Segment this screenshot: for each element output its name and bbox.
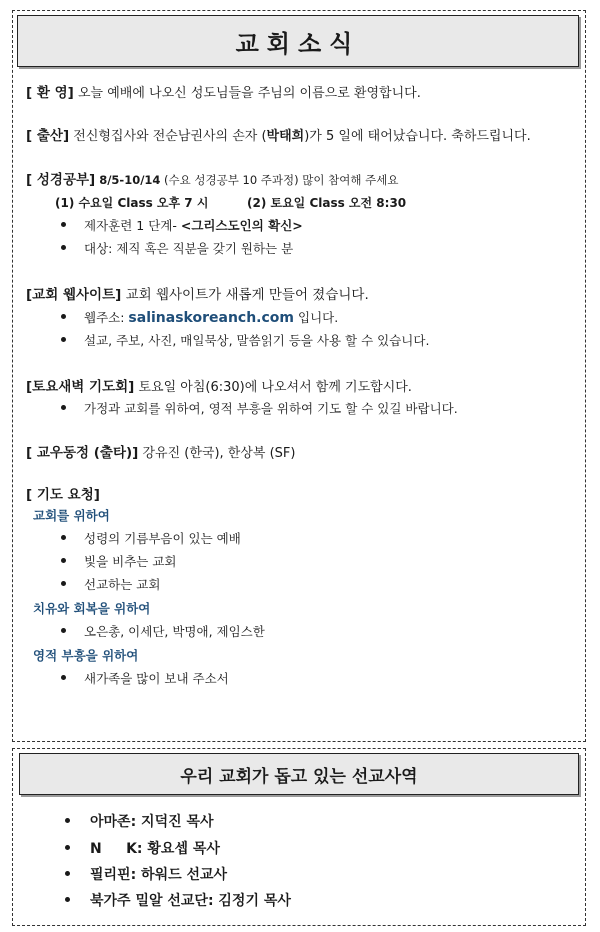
prayer-group-title: 치유와 회복을 위하여: [33, 601, 151, 616]
list-item: 대상: 제직 혹은 직분을 갖기 원하는 분: [61, 239, 293, 257]
bible-study-heading: [ 성경공부]: [26, 172, 96, 188]
dawn-prayer-heading: [토요새벽 기도회]: [26, 379, 135, 395]
list-item: 새가족을 많이 보내 주소서: [61, 669, 229, 687]
bible-study-line: [26, 168, 398, 188]
bullet-icon: [61, 675, 66, 680]
bullet-icon: [61, 314, 66, 319]
bullet-icon: [65, 871, 70, 876]
bullet-icon: [65, 845, 70, 850]
list-item: 제자훈련 1 단계- <그리스도인의 확신>: [61, 216, 303, 234]
bullet-icon: [61, 535, 66, 540]
welcome-line: [26, 81, 421, 101]
list-item: 아마존: 지덕진 목사: [65, 811, 214, 831]
prayer-group-title: 영적 부흥을 위하여: [33, 648, 139, 663]
birth-line: [26, 124, 531, 144]
church-news-box: [12, 10, 586, 742]
website-heading: [교회 웹사이트]: [26, 287, 122, 303]
dawn-prayer-line: [26, 375, 412, 395]
bible-class-2: (2) 토요일 Class 오전 8:30: [247, 196, 407, 210]
bullet-icon: [61, 337, 66, 342]
list-item: 설교, 주보, 사진, 매일묵상, 말씀읽기 등을 사용 할 수 있습니다.: [61, 331, 429, 349]
missions-box: [12, 748, 586, 926]
list-item: 빛을 비추는 교회: [61, 552, 176, 570]
birth-heading: [ 출산]: [26, 128, 70, 144]
bullet-icon: [65, 818, 70, 823]
prayer-request-line: [26, 483, 100, 503]
list-item: 웹주소: salinaskoreanch.com 입니다.: [61, 308, 338, 326]
bullet-icon: [61, 628, 66, 633]
list-item: 북가주 밀알 선교단: 김정기 목사: [65, 890, 291, 910]
list-item: 오은총, 이세단, 박명애, 제임스한: [61, 622, 265, 640]
missions-title: 우리 교회가 돕고 있는 선교사역: [19, 753, 579, 795]
welcome-heading: [ 환 영]: [26, 85, 74, 101]
list-item: N K: 황요셉 목사: [65, 838, 220, 858]
bible-study-text: (수요 성경공부 10 주과정) 많이 참여해 주세요: [160, 173, 399, 187]
member-news-text: 강유진 (한국), 한상복 (SF): [138, 446, 296, 461]
website-line: [26, 283, 369, 303]
bible-class-1: (1) 수요일 Class 오후 7 시: [55, 196, 209, 210]
prayer-request-heading: [ 기도 요청]: [26, 487, 100, 503]
bullet-icon: [61, 581, 66, 586]
bullet-icon: [61, 405, 66, 410]
list-item: 가정과 교회를 위하여, 영적 부흥을 위하여 기도 할 수 있길 바랍니다.: [61, 399, 458, 417]
dawn-prayer-text: 토요일 아침(6:30)에 나오셔서 함께 기도합시다.: [134, 380, 412, 395]
member-news-heading: [ 교우동정 (출타)]: [26, 445, 139, 461]
birth-text-a: 전신형집사와 전순남권사의 손자 (: [69, 129, 267, 144]
website-url[interactable]: salinaskoreanch.com: [128, 310, 295, 326]
bullet-icon: [61, 222, 66, 227]
course-title: <그리스도인의 확신>: [180, 218, 303, 233]
list-item: 성령의 기름부음이 있는 예배: [61, 529, 241, 547]
page-title: 교회소식: [17, 15, 579, 67]
welcome-text: 오늘 예배에 나오신 성도님들을 주님의 이름으로 환영합니다.: [73, 86, 421, 101]
bullet-icon: [61, 245, 66, 250]
member-news-line: [26, 441, 295, 461]
bullet-icon: [61, 558, 66, 563]
prayer-group-title: 교회를 위하여: [33, 508, 110, 523]
list-item: 선교하는 교회: [61, 575, 160, 593]
birth-text-b: )가 5 일에 태어났습니다. 축하드립니다.: [304, 129, 531, 144]
bible-study-dates: 8/5-10/14: [95, 173, 161, 187]
website-text: 교회 웹사이트가 새롭게 만들어 졌습니다.: [121, 287, 369, 303]
list-item: 필리핀: 하워드 선교사: [65, 864, 227, 884]
bullet-icon: [65, 897, 70, 902]
birth-name: 박태희: [266, 129, 305, 144]
